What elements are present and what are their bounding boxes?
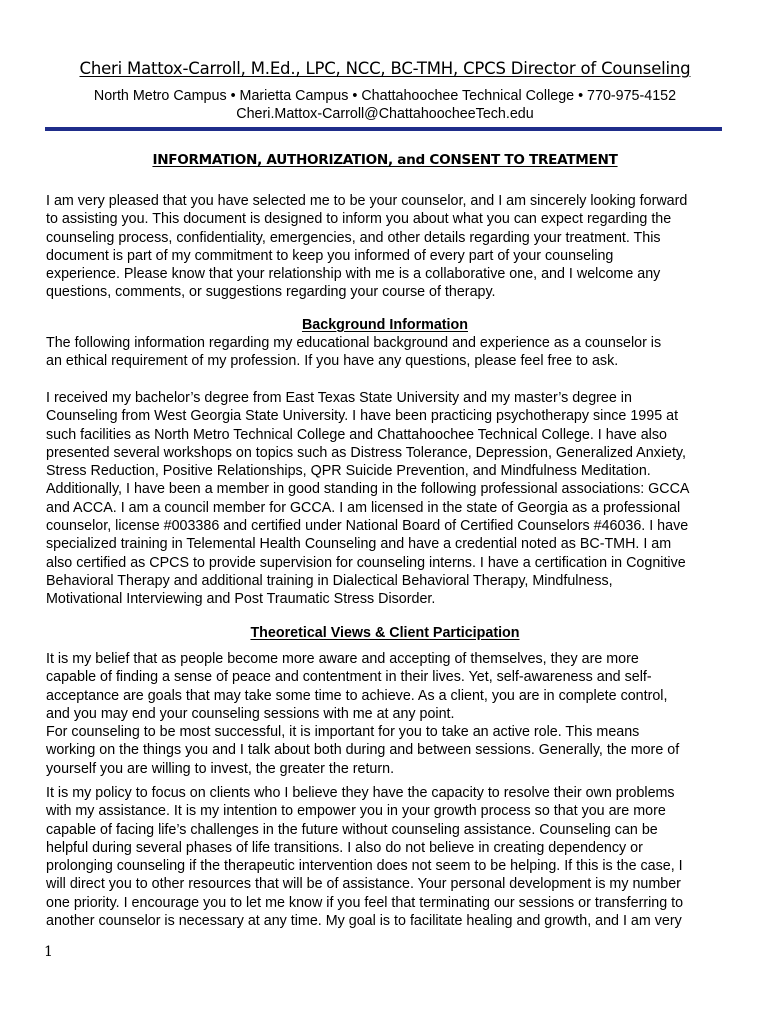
paragraph-line: such facilities as North Metro Technical College and Chattahoochee Technical College. I have also — [46, 426, 667, 443]
background-heading: Background Information — [301, 317, 468, 333]
document-title: INFORMATION, AUTHORIZATION, and CONSENT TO TREATMENT — [152, 152, 618, 168]
paragraph-line: prolonging counseling if the therapeutic intervention does not seem to be helping. If this is the case, I — [46, 858, 683, 875]
paragraph-line: another counselor is necessary at any time. My goal is to facilitate healing and growth, and I am very — [46, 913, 682, 930]
paragraph-line: document is part of my commitment to keep you informed of every part of your counseling — [46, 247, 614, 264]
paragraph-line: capable of finding a sense of peace and contentment in their lives. Yet, self-awareness and self- — [46, 669, 652, 686]
paragraph-line: working on the things you and I talk about both during and between sessions. Generally, the more of — [46, 742, 680, 759]
paragraph-line: questions, comments, or suggestions regarding your course of therapy. — [46, 284, 496, 301]
paragraph-line: The following information regarding my educational background and experience as a counselor is — [46, 335, 662, 351]
paragraph-line: experience. Please know that your relationship with me is a collaborative one, and I welcome any — [46, 266, 661, 283]
background-paragraph-1 — [46, 334, 661, 371]
paragraph-line: Behavioral Therapy and additional training in Dialectical Behavioral Therapy, Mindfulness, — [46, 572, 613, 589]
background-paragraph-2 — [46, 389, 689, 609]
paragraph-line: with my assistance. It is my intention to empower you in your growth process so that you are more — [46, 803, 666, 820]
paragraph-line: Motivational Interviewing and Post Traumatic Stress Disorder. — [46, 591, 436, 608]
paragraph-line: one priority. I encourage you to let me know if you feel that terminating our sessions or transferring to — [46, 894, 684, 911]
paragraph-line: capable of facing life’s challenges in the future without counseling assistance. Counseling can be — [46, 821, 658, 838]
paragraph-line: an ethical requirement of my profession. If you have any questions, please feel free to ask. — [46, 353, 619, 370]
paragraph-line: Counseling from West Georgia State University. I have been practicing psychotherapy since 1995 at — [46, 408, 679, 425]
paragraph-line: For counseling to be most successful, it is important for you to take an active role. This means — [46, 724, 640, 741]
intro-paragraph — [46, 192, 687, 302]
paragraph-line: It is my policy to focus on clients who I believe they have the capacity to resolve their own problems — [46, 785, 675, 801]
paragraph-line: also certified as CPCS to provide supervision for counseling interns. I have a certification in Cognitive — [46, 554, 686, 571]
paragraph-line: counselor, license #003386 and certified under National Board of Certified Counselors #46036. I have — [46, 518, 689, 535]
campus-contact-line: North Metro Campus • Marietta Campus • Chattahoochee Technical College • 770-975-4152 — [93, 88, 677, 104]
page-number: 1 — [44, 944, 53, 960]
paragraph-line: yourself you are willing to invest, the greater the return. — [46, 760, 395, 777]
paragraph-line: counseling process, confidentiality, emergencies, and other details regarding your treatment. This — [46, 229, 661, 246]
paragraph-line: acceptance are goals that may take some time to achieve. As a client, you are in complete control, — [46, 687, 668, 704]
paragraph-line: will direct you to other resources that will be of assistance. Your personal development is my number — [46, 876, 681, 893]
email-line: Cheri.Mattox-Carroll@ChattahoocheeTech.edu — [236, 106, 534, 122]
theoretical-views-heading: Theoretical Views & Client Participation — [250, 625, 520, 641]
counselor-name-heading: Cheri Mattox-Carroll, M.Ed., LPC, NCC, BC-TMH, CPCS Director of Counseling — [79, 59, 691, 78]
theoretical-paragraph-1 — [46, 650, 679, 778]
paragraph-line: to assisting you. This document is designed to inform you about what you can expect regarding the — [46, 211, 672, 228]
paragraph-line: I am very pleased that you have selected me to be your counselor, and I am sincerely looking forward — [46, 193, 688, 209]
paragraph-line: presented several workshops on topics such as Distress Tolerance, Depression, Generalized Anxiety, — [46, 444, 686, 461]
paragraph-line: helpful during several phases of life transitions. I also do not believe in creating dependency or — [46, 839, 643, 856]
paragraph-line: Additionally, I have been a member in good standing in the following professional associations: GCCA — [46, 481, 690, 498]
paragraph-line: and you may end your counseling sessions with me at any point. — [46, 705, 455, 722]
paragraph-line: and ACCA. I am a council member for GCCA. I am licensed in the state of Georgia as a professional — [46, 499, 681, 516]
header-divider — [45, 127, 722, 131]
paragraph-line: It is my belief that as people become more aware and accepting of themselves, they are more — [46, 651, 639, 667]
theoretical-paragraph-2 — [46, 784, 683, 930]
paragraph-line: specialized training in Telemental Health Counseling and have a credential noted as BC-TMH. I am — [46, 536, 672, 553]
paragraph-line: Stress Reduction, Positive Relationships, QPR Suicide Prevention, and Mindfulness Meditation. — [46, 463, 651, 480]
paragraph-line: I received my bachelor’s degree from East Texas State University and my master’s degree in — [46, 390, 632, 406]
